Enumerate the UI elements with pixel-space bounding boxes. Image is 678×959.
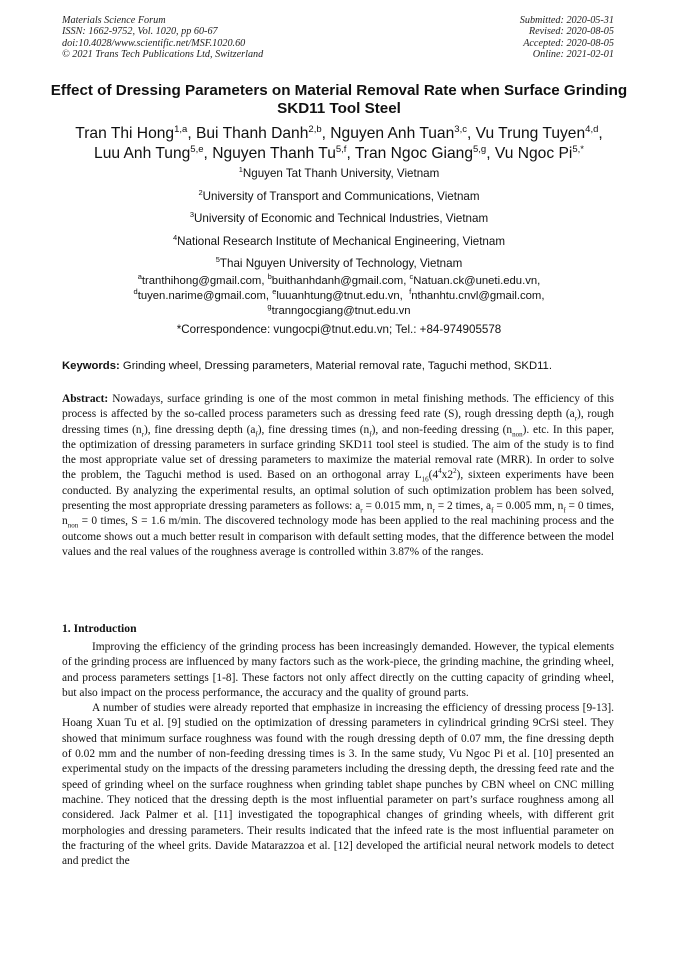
paragraph: Improving the efficiency of the grinding process has been increasingly demanded. However, the typical elements of the grinding process are influenced by many factors such as the work-piece, the grinding machine, the grinding wheel, and process parameters settings [1-8]. These factors not only affect directly on the cutting capacity of grinding wheel, but also impact on the process performance, the accuracy and the quality of ground parts. — [62, 641, 614, 699]
author: Nguyen Thanh Tu$^{5,f}$, — [212, 143, 355, 162]
email-line-1: $^a$tranthihong@gmail.com, $^b$buithanhdanh@gmail.com, $^c$Natuan.ck@uneti.edu.vn, — [137, 272, 541, 287]
email-link[interactable]: tranthihong@gmail.com, — [141, 275, 268, 287]
author: Bui Thanh Danh$^{2,b}$, — [195, 123, 331, 142]
date-revised: Revised: 2020-08-05 — [528, 26, 614, 38]
abstract: Abstract: Nowadays, surface grinding is one of the most common in metal finishing methods. The efficiency of this process is affected by the so-called process parameters such as dressing feed rate (S), rough dressing depth $(a_r)$, rough dressing times $(n_r)$, fine dressing depth $(a_f)$, fine dressing times $(n_f)$, and non-feeding dressing $(n_{non})$. etc. In this paper, the optimization of dressing parameters in surface grinding SKD11 tool steel is studied. The aim of the study is to find the most appropriate value set of dressing parameters to maximize the material removal rate (MRR). In order to solve the problem, the Taguchi method is used. Based on an orthogonal array $L_{16}(4^4x2^2)$, sixteen experiments have been conducted. By analyzing the experimental results, an optimal solution of such optimization problem has been solved, presenting the most appropriate dressing parameters as follows: $a_r = 0.015$ mm, $n_r = 2$ times, $a_f = 0.005$ mm, $n_f = 0$ times, $n_{non} = 0$ times, S = 1.6 m/min. The discovered technology mode has been applied to the real machining process and the outcome shows out a much better result in comparison with default setting modes, that the difference between the model values and the real values of the roughness average is controlled within 3.87% of the ranges. — [62, 393, 615, 558]
date-submitted: Submitted: 2020-05-31 — [519, 15, 614, 26]
email-link[interactable]: nthanhtu.cnvl@gmail.com, — [411, 289, 545, 302]
author-list — [20, 124, 658, 164]
author-emails — [40, 274, 638, 318]
keywords — [62, 358, 622, 374]
author: Tran Ngoc Giang$^{5,g}$, — [354, 143, 495, 162]
email-link[interactable]: luuanhtung@tnut.edu.vn, — [276, 289, 410, 302]
keywords-text: Grinding wheel, Dressing parameters, Material removal rate, Taguchi method, SKD11. — [119, 360, 552, 372]
author: Vu Trung Tuyen$^{4,d}$, — [475, 123, 603, 142]
section-heading-introduction: 1. Introduction — [62, 622, 137, 635]
email-link[interactable]: tranngocgiang@tnut.edu.vn — [271, 304, 411, 317]
affiliation: $^4$National Research Institute of Mechanical Engineering, Vietnam — [173, 232, 505, 248]
introduction-body — [62, 640, 614, 869]
email-link[interactable]: tuyen.narime@gmail.com, — [137, 289, 273, 302]
email-line-2: $^d$tuyen.narime@gmail.com, $^e$luuanhtung@tnut.edu.vn, $^f$nthanhtu.cnvl@gmail.com, — [133, 287, 545, 302]
journal-name: Materials Science Forum — [62, 15, 166, 26]
paper-title: Effect of Dressing Parameters on Material Removal Rate when Surface Grinding SKD11 Tool Steel — [50, 82, 628, 117]
email-line-3: $^g$tranngocgiang@tnut.edu.vn — [267, 301, 411, 317]
author-line-2 — [20, 144, 658, 164]
journal-copyright: © 2021 Trans Tech Publications Ltd, Switzerland — [62, 49, 264, 61]
affiliation: $^3$University of Economic and Technical Industries, Vietnam — [189, 210, 489, 225]
author: Luu Anh Tung$^{5,e}$, — [94, 143, 213, 162]
email-link[interactable]: Natuan.ck@uneti.edu.vn, — [413, 275, 541, 287]
date-accepted: Accepted: 2020-08-05 — [523, 37, 614, 49]
publication-dates — [520, 15, 614, 61]
correspondence: *Correspondence: vungocpi@tnut.edu.vn; Tel.: +84-974905578 — [176, 323, 502, 336]
keywords-label: Keywords: — [62, 360, 120, 372]
abstract-label: Abstract: — [62, 393, 109, 405]
paragraph: A number of studies were already reported that emphasize in increasing the efficiency of dressing process [9-13]. Hoang Xuan Tu et al. [9] studied on the optimization of dressing parameters in cylindrical grinding 9CrSi steel. They showed that minimum surface roughness was found with the rough dressing depth of 0.07 mm, the fine dressing depth of 0.02 mm and the number of non-feeding dressing times is 3. In the same study, Vu Ngoc Pi et al. [10] presented an experimental study on the impacts of the dressing parameters including the dressing depth, the dressing feed rate and the speed of grinding wheel on the surface roughness when grinding tablet shape punches by CBN wheel on CNC milling machine. They noticed that the dressing depth is the most influential parameter on part’s surface roughness among all considered. Jack Palmer et al. [11] investigated the topographical changes of grinding wheels, with different grit morphologies and dressing parameters. Their results indicated that the infeed rate is the most influential parameter on the fracturing of the wheel grits. Davide Matarazzoa et al. [12] developed the artificial neural network models to detect and predict the — [62, 702, 614, 868]
affiliation: $^1$Nguyen Tat Thanh University, Vietnam — [238, 165, 440, 180]
author: Vu Ngoc $Pi^{5,*}$ — [494, 143, 584, 162]
journal-issn: ISSN: 1662-9752, Vol. 1020, pp 60-67 — [62, 26, 218, 38]
author-line-1 — [20, 124, 658, 144]
date-online: Online: 2021-02-01 — [532, 49, 614, 61]
journal-doi: doi:10.4028/www.scientific.net/MSF.1020.60 — [62, 37, 246, 49]
affiliations — [40, 166, 638, 279]
journal-info — [62, 15, 263, 61]
affiliation: $^5$Thai Nguyen University of Technology, Vietnam — [215, 255, 463, 270]
author: Nguyen Anh Tuan$^{3,c}$, — [330, 123, 476, 142]
author: Tran Thi Hong$^{1,a}$, — [75, 123, 196, 142]
email-link[interactable]: buithanhdanh@gmail.com, — [271, 275, 410, 287]
affiliation: $^2$University of Transport and Communications, Vietnam — [198, 187, 480, 203]
